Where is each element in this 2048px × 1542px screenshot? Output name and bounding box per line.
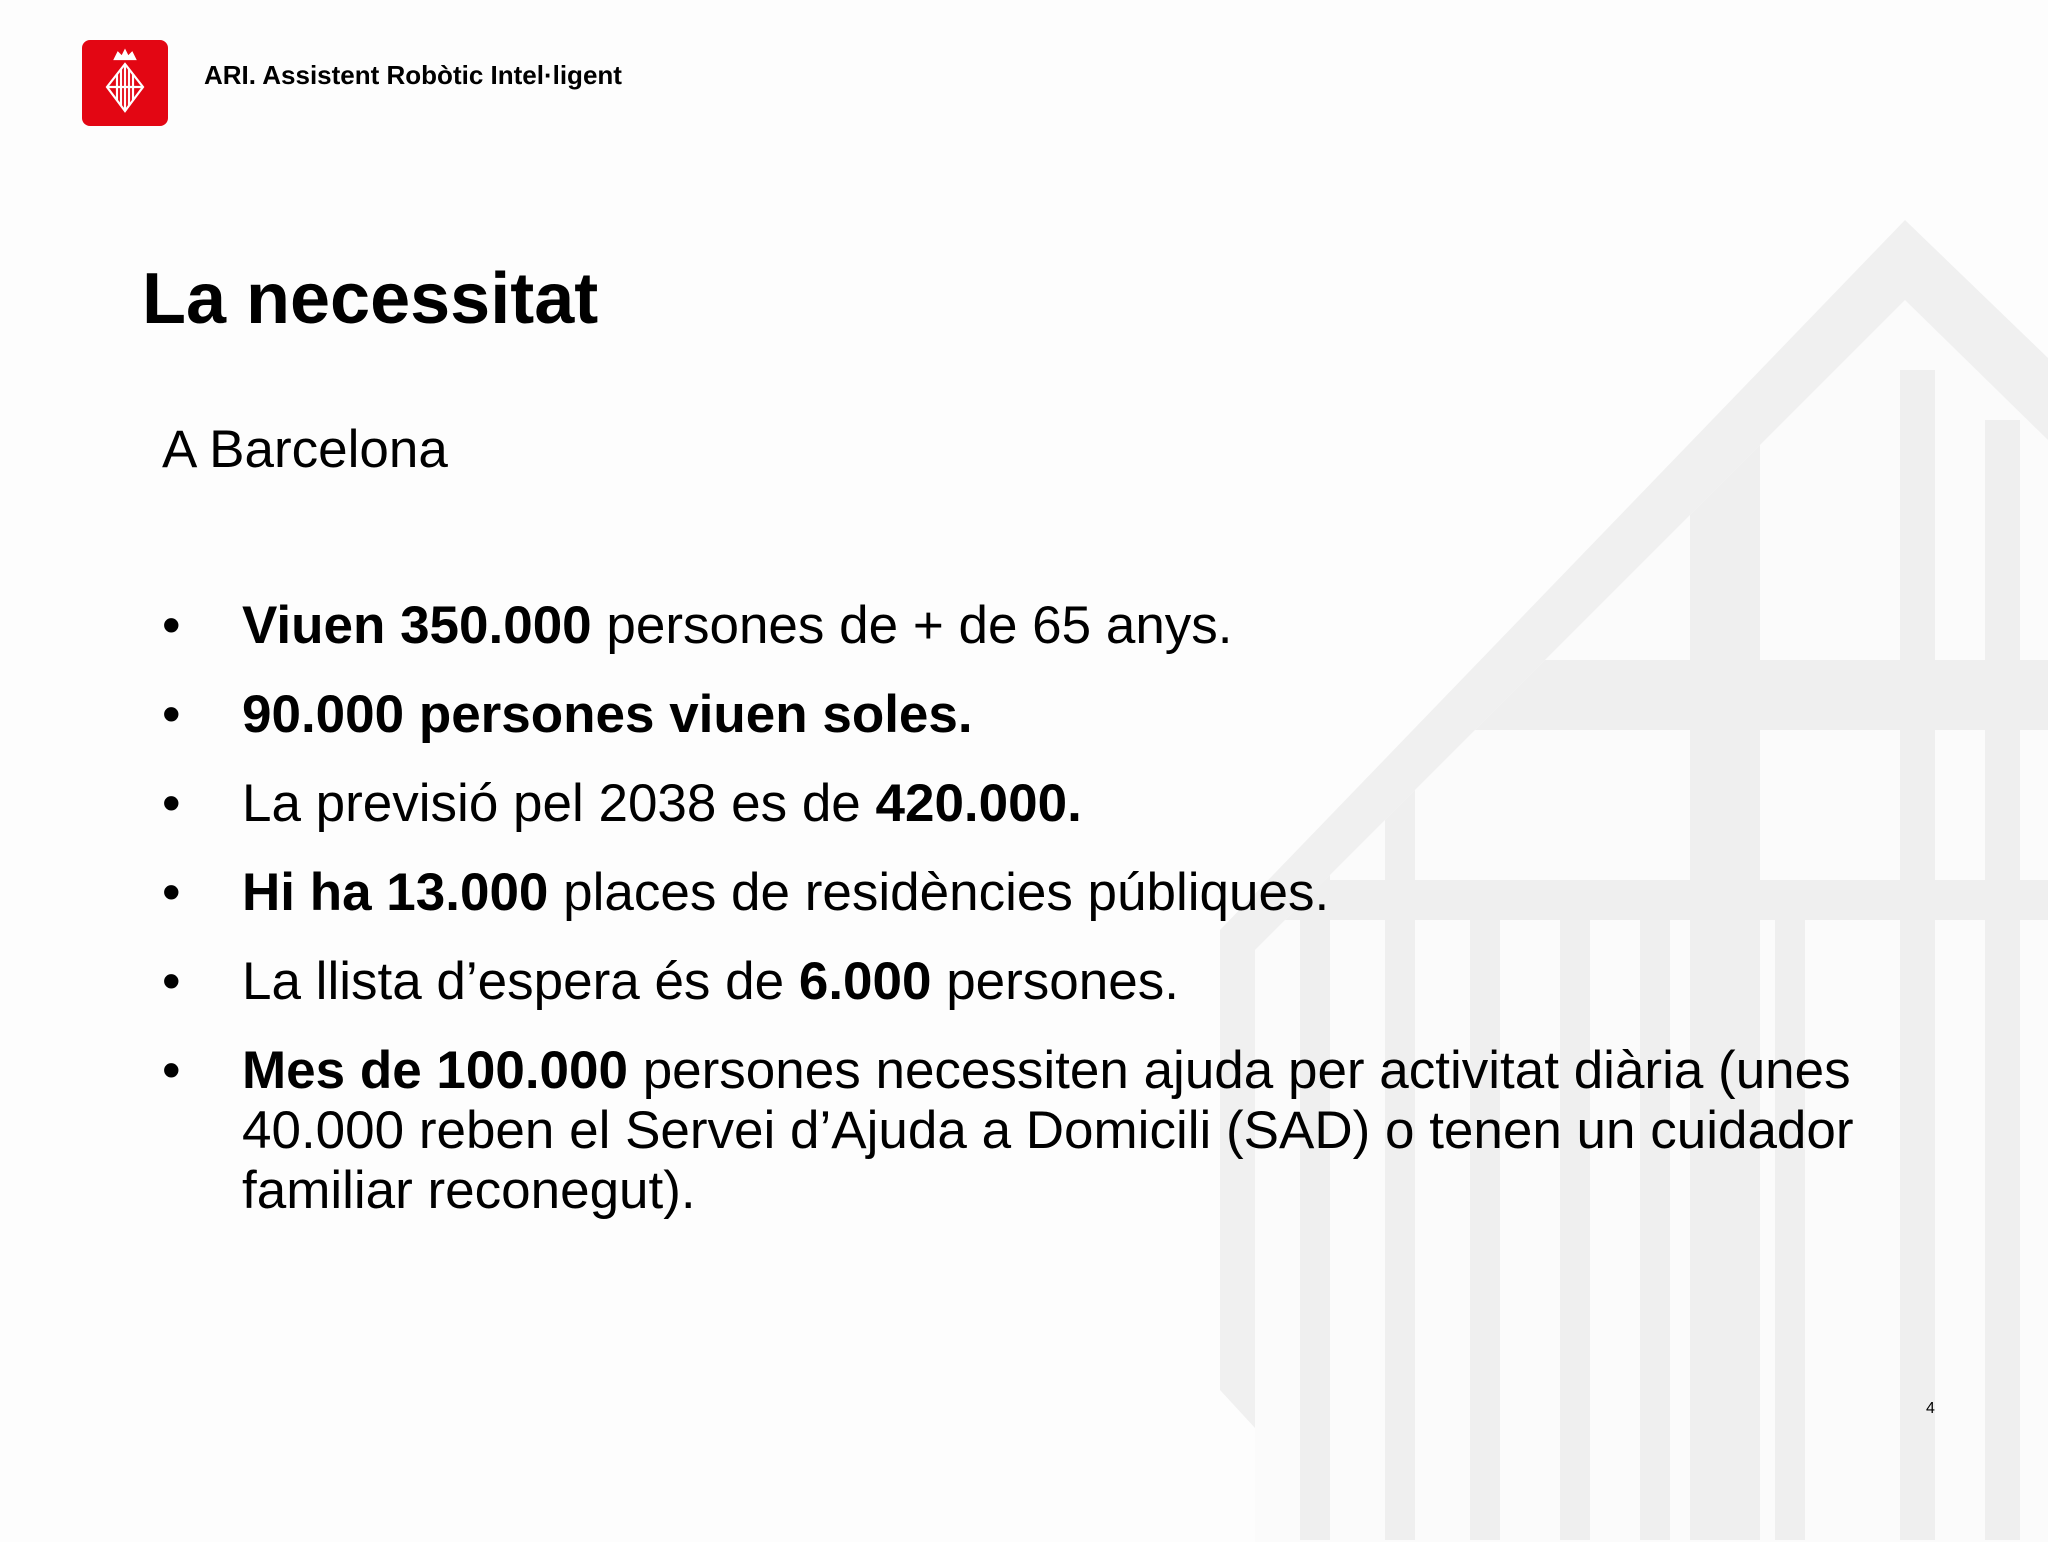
bullet-text-bold: 420.000. [875,774,1082,833]
bullet-marker: • [162,952,181,1011]
subtitle: A Barcelona [162,420,448,479]
bullet-text: persones. [931,952,1179,1011]
bullet-text-bold: 90.000 persones viuen soles. [242,685,973,744]
bullet-item [162,1041,1922,1221]
bullet-text: places de residències públiques. [548,863,1330,922]
bullet-text: La previsió pel 2038 es de [242,774,876,833]
bullet-text-bold: Hi ha 13.000 [242,863,549,922]
bullet-list [162,596,1922,1250]
bullet-text: persones necessiten ajuda per activitat diària (unes 40.000 reben el Servei d’Ajuda a Domicili (SAD) o tenen un cuidador familiar reconegut). [242,1041,1854,1220]
bullet-text-bold: Viuen 350.000 [242,596,592,655]
bullet-text-bold: Mes de 100.000 [242,1041,628,1100]
bullet-item [162,863,1922,923]
bullet-text-bold: 6.000 [798,952,932,1011]
page-number: 4 [1926,1400,1935,1417]
barcelona-coat-of-arms-icon [82,40,168,126]
bullet-marker: • [162,1041,181,1100]
bullet-item [162,685,1922,745]
bullet-item [162,774,1922,834]
bullet-text: persones de + de 65 anys. [591,596,1233,655]
bullet-item [162,952,1922,1012]
page-title: La necessitat [142,259,599,339]
bullet-text: La llista d’espera és de [242,952,799,1011]
bullet-marker: • [162,685,181,744]
header-title: ARI. Assistent Robòtic Intel·ligent [204,60,622,90]
bullet-marker: • [162,863,181,922]
bullet-item [162,596,1922,656]
bullet-marker: • [162,596,181,655]
bullet-marker: • [162,774,181,833]
